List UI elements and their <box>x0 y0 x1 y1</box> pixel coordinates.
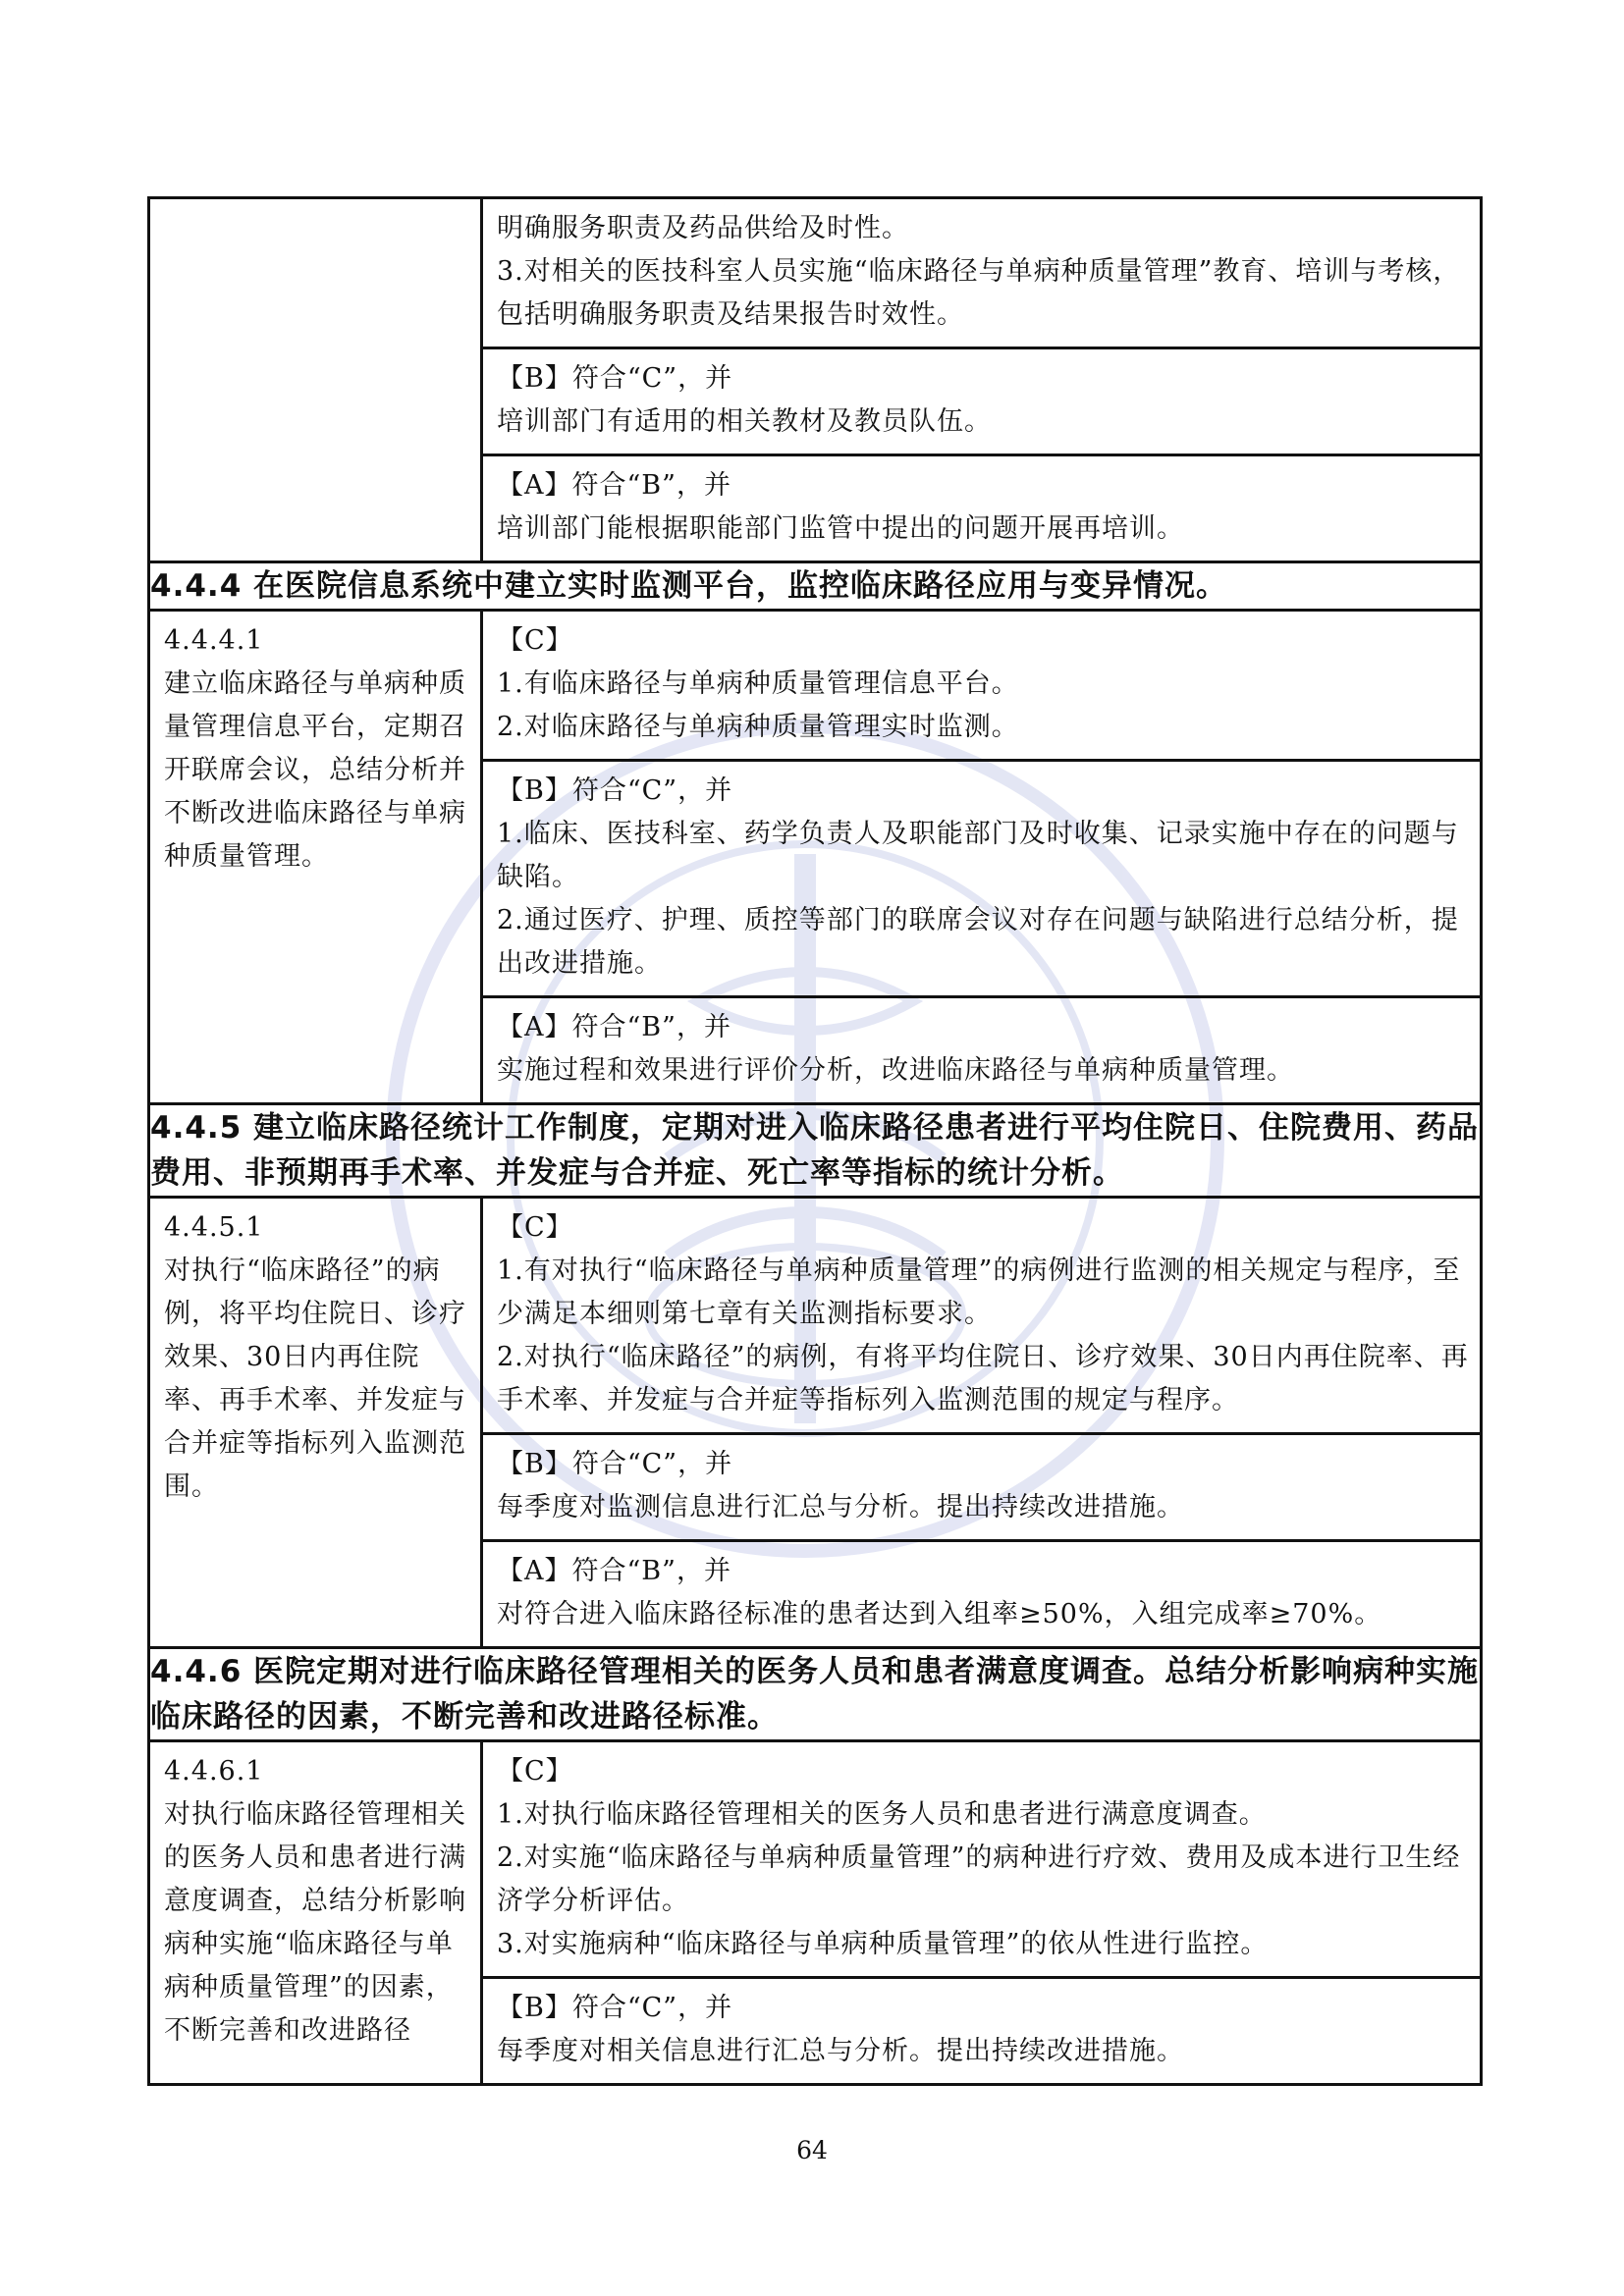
criterion-description: 建立临床路径与单病种质量管理信息平台，定期召开联席会议，总结分析并不断改进临床路径与单病种质量管理。 <box>164 668 466 872</box>
grade-c-line: 2.对执行“临床路径”的病例，有将平均住院日、诊疗效果、30日内再住院率、再手术率、并发症与合并症等指标列入监测范围的规定与程序。 <box>497 1342 1469 1415</box>
grade-a-line: 培训部门能根据职能部门监管中提出的问题开展再培训。 <box>497 513 1184 544</box>
criterion-number: 4.4.5.1 <box>164 1212 264 1243</box>
grade-b-line: 每季度对相关信息进行汇总与分析。提出持续改进措施。 <box>497 2036 1184 2066</box>
grade-c-cell <box>482 198 1482 348</box>
grade-c-line: 1.有临床路径与单病种质量管理信息平台。 <box>497 668 1019 699</box>
criterion-cell <box>149 611 482 1104</box>
table-row <box>149 1741 1482 1978</box>
grade-b-line: 每季度对监测信息进行汇总与分析。提出持续改进措施。 <box>497 1492 1184 1522</box>
grade-c-line: 明确服务职责及药品供给及时性。 <box>497 213 909 243</box>
grade-a-label: 【A】符合“B”，并 <box>497 1556 731 1586</box>
grade-c-line: 2.对实施“临床路径与单病种质量管理”的病种进行疗效、费用及成本进行卫生经济学分析评估。 <box>497 1842 1461 1916</box>
grade-c-label: 【C】 <box>497 625 573 656</box>
grade-a-label: 【A】符合“B”，并 <box>497 1012 731 1042</box>
grade-b-cell <box>482 761 1482 997</box>
grade-c-cell <box>482 611 1482 761</box>
grade-c-line: 3.对实施病种“临床路径与单病种质量管理”的依从性进行监控。 <box>497 1929 1269 1959</box>
criterion-cell <box>149 1741 482 2085</box>
page-number: 64 <box>796 2136 828 2164</box>
criterion-cell <box>149 1198 482 1648</box>
grade-a-label: 【A】符合“B”，并 <box>497 470 731 501</box>
grade-c-line: 1.对执行临床路径管理相关的医务人员和患者进行满意度调查。 <box>497 1799 1267 1830</box>
grade-b-label: 【B】符合“C”，并 <box>497 1993 733 2023</box>
grade-b-line: 1.临床、医技科室、药学负责人及职能部门及时收集、记录实施中存在的问题与缺陷。 <box>497 819 1459 892</box>
grade-b-label: 【B】符合“C”，并 <box>497 775 733 806</box>
section-heading-4-4-6: 4.4.6 医院定期对进行临床路径管理相关的医务人员和患者满意度调查。总结分析影响病种实施临床路径的因素，不断完善和改进路径标准。 <box>149 1648 1482 1741</box>
table-row <box>149 1198 1482 1434</box>
empty-criterion-cell <box>149 198 482 562</box>
grade-a-cell <box>482 455 1482 562</box>
grade-b-cell <box>482 1978 1482 2085</box>
criterion-description: 对执行临床路径管理相关的医务人员和患者进行满意度调查，总结分析影响病种实施“临床路径与单病种质量管理”的因素，不断完善和改进路径 <box>164 1799 466 2046</box>
table-row <box>149 198 1482 348</box>
table-row <box>149 1104 1482 1198</box>
grade-a-line: 对符合进入临床路径标准的患者达到入组率≥50%，入组完成率≥70%。 <box>497 1599 1382 1629</box>
criterion-number: 4.4.4.1 <box>164 625 264 656</box>
grade-b-cell <box>482 1434 1482 1541</box>
grade-c-line: 3.对相关的医技科室人员实施“临床路径与单病种质量管理”教育、培训与考核，包括明确服务职责及结果报告时效性。 <box>497 256 1461 330</box>
grade-c-line: 1.有对执行“临床路径与单病种质量管理”的病例进行监测的相关规定与程序，至少满足本细则第七章有关监测指标要求。 <box>497 1255 1461 1329</box>
standards-table <box>147 196 1483 2086</box>
criterion-number: 4.4.6.1 <box>164 1756 264 1787</box>
grade-a-cell <box>482 1541 1482 1648</box>
grade-b-line: 2.通过医疗、护理、质控等部门的联席会议对存在问题与缺陷进行总结分析，提出改进措施。 <box>497 905 1459 979</box>
grade-c-cell <box>482 1741 1482 1978</box>
grade-c-cell <box>482 1198 1482 1434</box>
table-row <box>149 562 1482 611</box>
grade-c-line: 2.对临床路径与单病种质量管理实时监测。 <box>497 712 1019 742</box>
grade-c-label: 【C】 <box>497 1756 573 1787</box>
grade-b-cell <box>482 348 1482 455</box>
grade-b-label: 【B】符合“C”，并 <box>497 1449 733 1479</box>
grade-c-label: 【C】 <box>497 1212 573 1243</box>
criterion-description: 对执行“临床路径”的病例，将平均住院日、诊疗效果、30日内再住院率、再手术率、并发症与合并症等指标列入监测范围。 <box>164 1255 466 1502</box>
table-row <box>149 611 1482 761</box>
section-heading-4-4-4: 4.4.4 在医院信息系统中建立实时监测平台，监控临床路径应用与变异情况。 <box>149 562 1482 611</box>
grade-a-cell <box>482 997 1482 1104</box>
section-heading-4-4-5: 4.4.5 建立临床路径统计工作制度，定期对进入临床路径患者进行平均住院日、住院费用、药品费用、非预期再手术率、并发症与合并症、死亡率等指标的统计分析。 <box>149 1104 1482 1198</box>
grade-b-line: 培训部门有适用的相关教材及教员队伍。 <box>497 406 992 437</box>
grade-a-line: 实施过程和效果进行评价分析，改进临床路径与单病种质量管理。 <box>497 1055 1294 1086</box>
table-row <box>149 1648 1482 1741</box>
grade-b-label: 【B】符合“C”，并 <box>497 363 733 394</box>
